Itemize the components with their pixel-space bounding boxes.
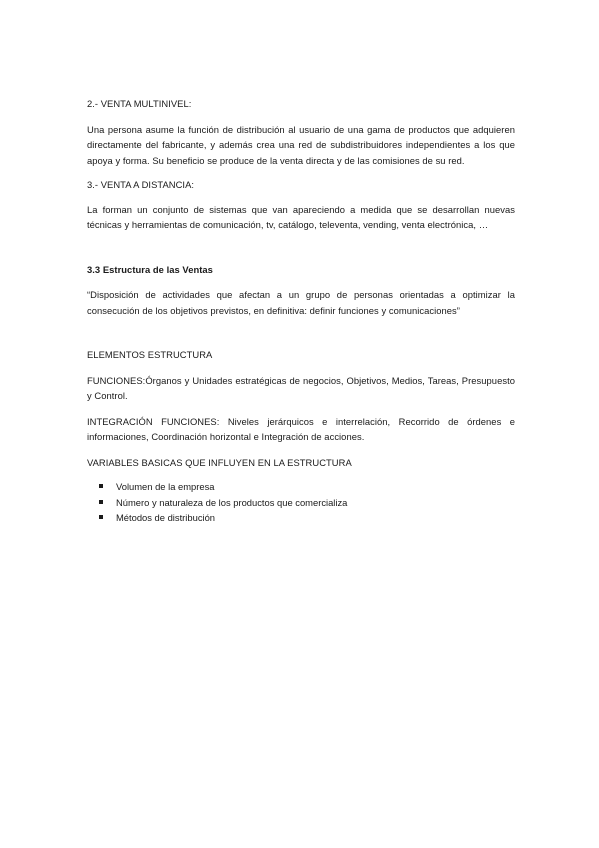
paragraph-venta-distancia: La forman un conjunto de sistemas que van apareciendo a medida que se desarrollan nuevas técnicas y herramientas de comunicación, tv, catálogo, televenta, vending, venta electrónica, … <box>87 203 515 230</box>
section-heading-estructura-ventas: 3.3 Estructura de las Ventas <box>87 263 213 275</box>
document-page <box>87 96 515 526</box>
section-heading-variables-basicas: VARIABLES BASICAS QUE INFLUYEN EN LA ESTRUCTURA <box>87 456 352 468</box>
list-item <box>87 479 515 495</box>
paragraph-integracion-funciones: INTEGRACIÓN FUNCIONES: Niveles jerárquicos e interrelación, Recorrido de órdenes e informaciones, Coordinación horizontal e Integración de acciones. <box>87 415 515 442</box>
section-heading-elementos-estructura: ELEMENTOS ESTRUCTURA <box>87 349 213 360</box>
bullet-square-icon <box>99 484 103 488</box>
bullet-square-icon <box>99 515 103 519</box>
list-item-text: Métodos de distribución <box>116 512 216 523</box>
quote-definicion-estructura: “Disposición de actividades que afectan a un grupo de personas orientadas a optimizar la consecución de los objetivos previstos, en definitiva: definir funciones y comunicaciones” <box>87 289 515 316</box>
list-item-text: Volumen de la empresa <box>116 481 215 492</box>
variables-list <box>87 479 515 526</box>
section-heading-venta-distancia: 3.- VENTA A DISTANCIA: <box>87 179 195 190</box>
paragraph-funciones: FUNCIONES:Órganos y Unidades estratégicas de negocios, Objetivos, Medios, Tareas, Presupuesto y Control. <box>87 374 515 401</box>
list-item <box>87 495 515 511</box>
list-item-text: Número y naturaleza de los productos que comercializa <box>116 496 348 508</box>
bullet-square-icon <box>99 500 103 504</box>
list-item <box>87 510 515 526</box>
section-heading-venta-multinivel: 2.- VENTA MULTINIVEL: <box>87 98 192 109</box>
paragraph-venta-multinivel: Una persona asume la función de distribución al usuario de una gama de productos que adquieren directamente del fabricante, y además crea una red de subdistribuidores independientes a los que apoya y forma. Su beneficio se produce de la venta directa y de las comisiones de su red. <box>87 123 515 166</box>
